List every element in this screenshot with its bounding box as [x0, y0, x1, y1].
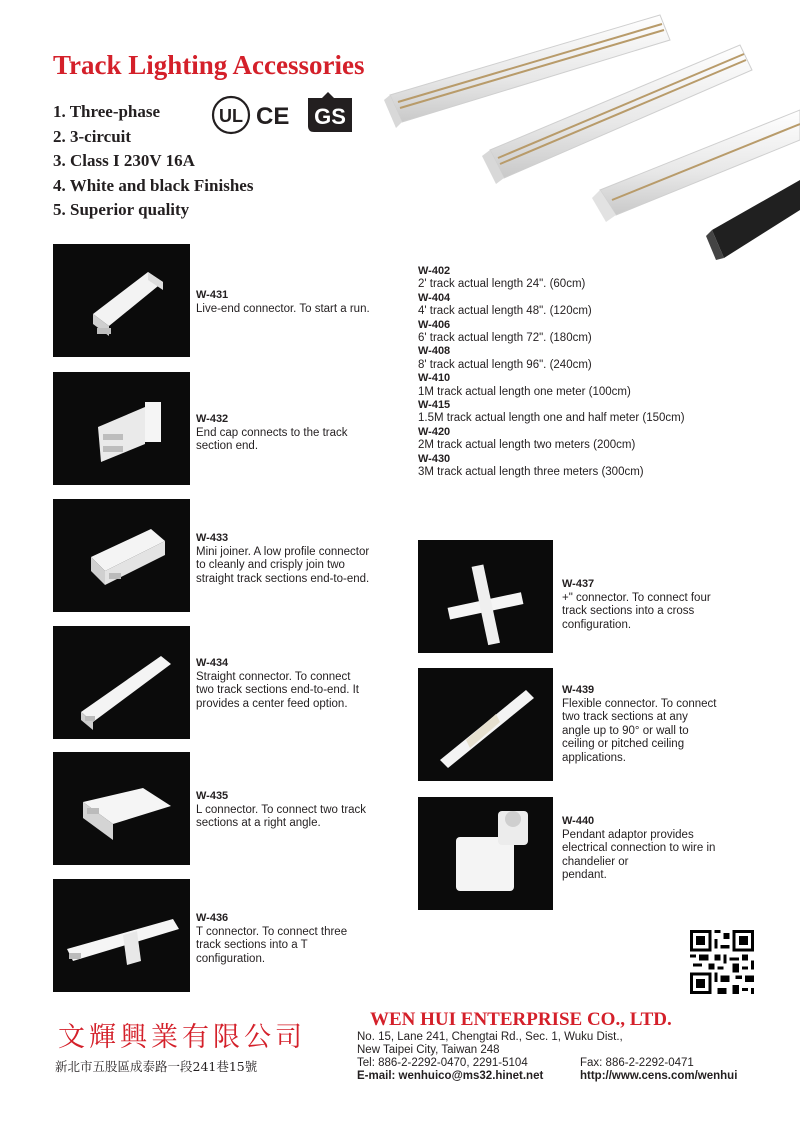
item-desc: applications.	[562, 751, 626, 764]
company-name: WEN HUI ENTERPRISE CO., LTD.	[370, 1009, 672, 1030]
ul-logo	[213, 97, 249, 133]
item-desc: T connector. To connect three	[196, 925, 348, 938]
svg-text:GS: GS	[314, 104, 346, 129]
track-code: W-420	[418, 425, 451, 438]
item-code: W-432	[196, 413, 229, 425]
track-desc: 2' track actual length 24". (60cm)	[418, 278, 586, 291]
item-w434	[196, 657, 359, 711]
track-desc: 2M track actual length two meters (200cm)	[418, 439, 636, 452]
feature-item: 3. Class I 230V 16A	[53, 151, 195, 170]
fax: Fax: 886-2-2292-0471	[580, 1057, 694, 1069]
item-desc: provides a center feed option.	[196, 697, 348, 710]
w439-photo	[418, 668, 553, 781]
w436-photo	[53, 879, 190, 992]
feature-item: 5. Superior quality	[53, 200, 190, 219]
item-code: W-440	[562, 815, 595, 827]
telephone: Tel: 886-2-2292-0470, 2291-5104	[357, 1057, 528, 1069]
item-desc: Straight connector. To connect	[196, 670, 351, 683]
track-desc: 3M track actual length three meters (300cm)	[418, 466, 644, 479]
track-code: W-408	[418, 345, 451, 358]
item-desc: L connector. To connect two track	[196, 803, 367, 816]
item-w436	[196, 912, 347, 966]
item-code: W-439	[562, 684, 595, 696]
item-desc: section end.	[196, 440, 259, 452]
w433-photo	[53, 499, 190, 612]
track-rails-image	[380, 0, 800, 260]
item-w431	[196, 289, 370, 316]
item-desc: to cleanly and crisply join two	[196, 559, 345, 571]
item-code: W-437	[562, 578, 595, 590]
track-code: W-402	[418, 265, 451, 277]
item-code: W-436	[196, 912, 229, 924]
page-title: Track Lighting Accessories	[53, 50, 365, 80]
email-link[interactable]: E-mail: wenhuico@ms32.hinet.net	[357, 1070, 544, 1082]
track-code: W-430	[418, 452, 451, 465]
track-code: W-406	[418, 318, 451, 331]
item-desc: pendant.	[562, 869, 607, 881]
company-address-line1: No. 15, Lane 241, Chengtai Rd., Sec. 1, Wuku Dist.,	[357, 1031, 623, 1043]
certification-logos	[210, 92, 360, 142]
track-desc: 4' track actual length 48". (120cm)	[418, 305, 592, 318]
qr-code	[690, 930, 754, 994]
w435-photo	[53, 752, 190, 865]
company-address-line2: New Taipei City, Taiwan 248	[357, 1044, 500, 1056]
w432-photo	[53, 372, 190, 485]
w440-photo	[418, 797, 553, 910]
item-desc: track sections into a T	[196, 939, 308, 951]
item-w433	[196, 532, 369, 586]
feature-item: 1. Three-phase	[53, 102, 161, 121]
track-code: W-410	[418, 372, 451, 385]
track-desc: 6' track actual length 72". (180cm)	[418, 332, 592, 345]
w431-photo	[53, 244, 190, 357]
track-code: W-415	[418, 399, 451, 412]
item-w440	[562, 815, 715, 883]
website-link[interactable]: http://www.cens.com/wenhui	[580, 1070, 738, 1082]
track-list	[418, 265, 685, 480]
chinese-company-name: 文輝興業有限公司	[58, 1022, 306, 1053]
track-desc: 1M track actual length one meter (100cm)	[418, 385, 631, 398]
w434-photo	[53, 626, 190, 739]
item-desc: two track sections end-to-end. It	[196, 684, 359, 696]
item-desc: configuration.	[562, 618, 632, 631]
item-w432	[196, 413, 348, 454]
item-desc: configuration.	[196, 952, 266, 965]
item-code: W-434	[196, 657, 229, 669]
item-desc: sections at a right angle.	[196, 817, 321, 829]
item-desc: angle up to 90° or wall to	[562, 724, 689, 737]
item-desc: chandelier or	[562, 855, 629, 868]
track-desc: 1.5M track actual length one and half meter (150cm)	[418, 412, 685, 425]
svg-text:UL: UL	[219, 106, 243, 126]
feature-item: 2. 3-circuit	[53, 126, 132, 146]
track-code: W-404	[418, 291, 451, 304]
item-desc: ceiling or pitched ceiling	[562, 738, 685, 750]
chinese-address: 新北市五股區成泰路一段241巷15號	[55, 1059, 258, 1074]
w437-photo	[418, 540, 553, 653]
item-desc: Mini joiner. A low profile connector	[196, 545, 370, 558]
track-desc: 8' track actual length 96". (240cm)	[418, 358, 592, 371]
item-code: W-431	[196, 289, 229, 301]
item-desc: Pendant adaptor provides	[562, 828, 694, 841]
item-desc: track sections into a cross	[562, 605, 695, 617]
item-w435	[196, 790, 366, 831]
item-desc: Live-end connector. To start a run.	[196, 302, 370, 315]
feature-item: 4. White and black Finishes	[53, 175, 254, 195]
item-code: W-433	[196, 532, 229, 544]
item-w437	[562, 578, 711, 632]
ce-logo	[256, 103, 289, 130]
item-code: W-435	[196, 790, 229, 802]
item-desc: straight track sections end-to-end.	[196, 572, 370, 585]
gs-logo	[308, 92, 352, 132]
item-desc: electrical connection to wire in	[562, 842, 716, 854]
item-desc: +" connector. To connect four	[562, 591, 711, 604]
item-desc: two track sections at any	[562, 711, 688, 723]
svg-text:CE: CE	[256, 103, 290, 130]
item-desc: Flexible connector. To connect	[562, 697, 717, 710]
item-desc: End cap connects to the track	[196, 426, 348, 439]
item-w439	[562, 684, 717, 765]
